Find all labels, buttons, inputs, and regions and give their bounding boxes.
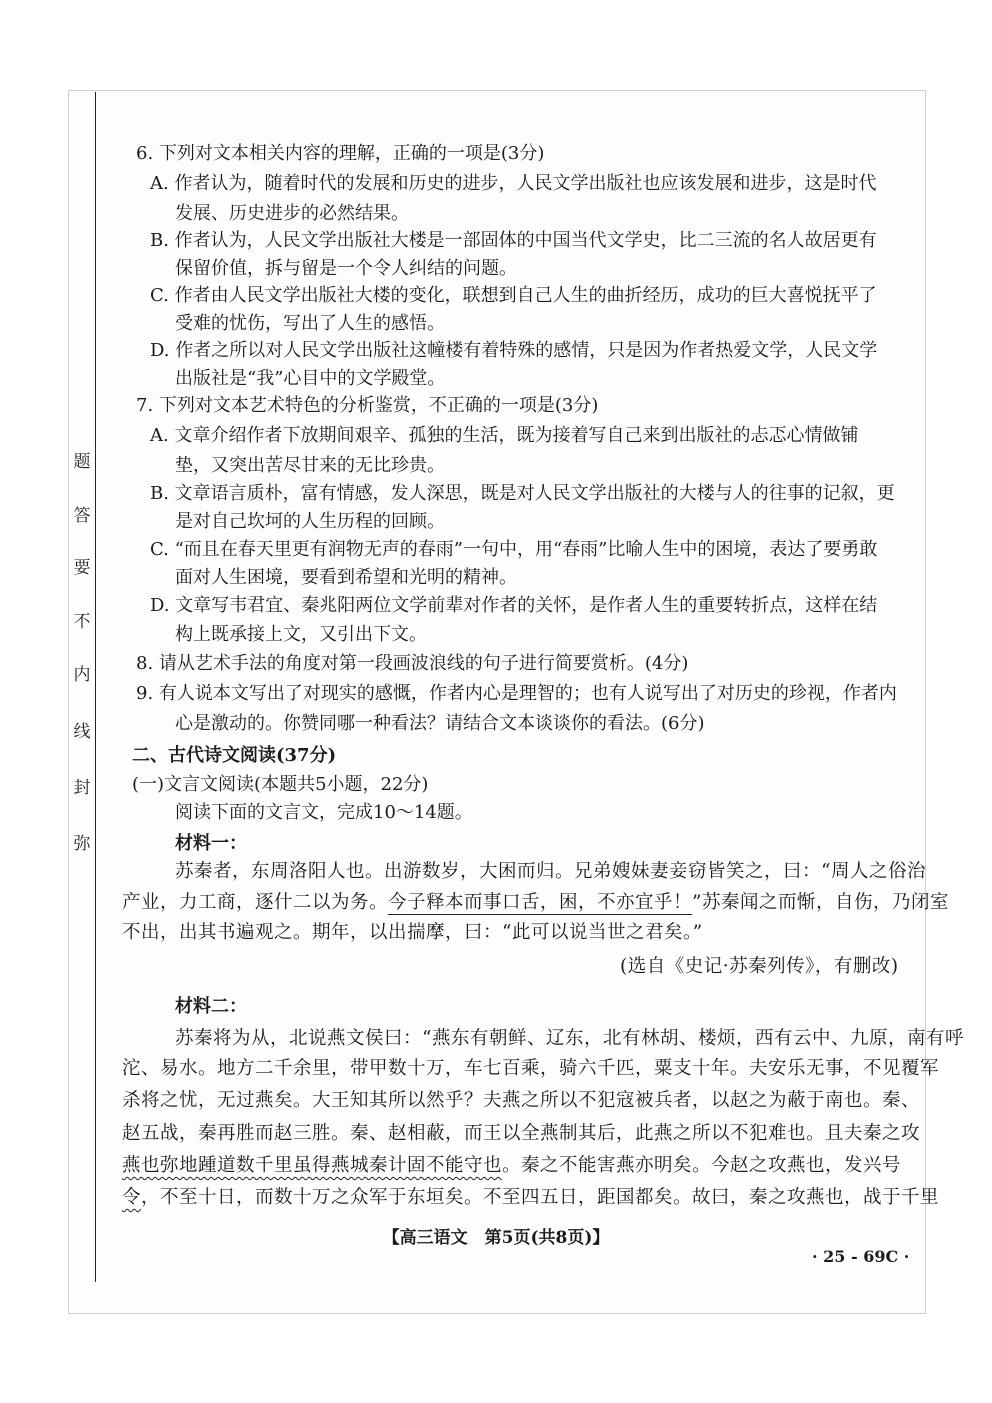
q7-option-d-cont: 构上既承接上文，又引出下文。: [175, 624, 427, 645]
q6-stem: 6. 下列对文本相关内容的理解，正确的一项是(3分): [136, 143, 545, 164]
q6-option-b: B. 作者认为，人民文学出版社大楼是一部固体的中国当代文学史，比二三流的名人故居更有: [150, 230, 877, 251]
q7-option-c: C. “而且在春天里更有润物无声的春雨”一句中，用“春雨”比喻人生中的困境，表达了要勇敢: [150, 539, 878, 560]
material-1-line: 不出，出其书遍观之。期年，以出揣摩，曰：“此可以说当世之君矣。”: [122, 922, 703, 943]
material-2-line: 苏秦将为从，北说燕文侯曰：“燕东有朝鲜、辽东，北有林胡、楼烦，西有云中、九原，南有呼: [175, 1028, 964, 1049]
material-2-line: 赵五战，秦再胜而赵三胜。秦、赵相蔽，而王以全燕制其后，此燕之所以不犯难也。且夫秦之攻: [122, 1123, 921, 1144]
binding-line: [95, 92, 96, 1282]
q9-stem-cont: 心是激动的。你赞同哪一种看法？请结合文本谈谈你的看法。(6分): [175, 713, 705, 734]
side-margin-char: 题: [73, 452, 91, 472]
side-margin-char: 内: [73, 665, 91, 685]
side-margin-char: 线: [73, 722, 91, 742]
exam-code: · 25 - 69C ·: [812, 1247, 910, 1266]
q6-option-b-cont: 保留价值，拆与留是一个令人纠结的问题。: [175, 258, 517, 279]
material-1-title: 材料一：: [175, 833, 247, 854]
material-1-line: 苏秦者，东周洛阳人也。出游数岁，大困而归。兄弟嫂妹妻妾窃皆笑之，曰：“周人之俗治: [175, 861, 926, 882]
side-margin-char: 弥: [73, 834, 91, 854]
page-footer: 【高三语文 第5页(共8页)】: [382, 1228, 610, 1248]
q7-option-b: B. 文章语言质朴，富有情感，发人深思，既是对人民文学出版社的大楼与人的往事的记叙，更: [150, 483, 895, 504]
q7-option-c-cont: 面对人生困境，要看到希望和光明的精神。: [175, 567, 517, 588]
q8-stem: 8. 请从艺术手法的角度对第一段画波浪线的句子进行简要赏析。(4分): [136, 653, 689, 674]
material-1-source: (选自《史记·苏秦列传》，有删改): [620, 956, 899, 977]
q7-option-d: D. 文章写韦君宜、秦兆阳两位文学前辈对作者的关怀，是作者人生的重要转折点，这样在结: [150, 595, 878, 616]
material-2-line: 杀将之忧，无过燕矣。大王知其所以然乎？夫燕之所以不犯寇被兵者，以赵之为蔽于南也。秦、: [122, 1090, 921, 1111]
q6-option-a: A. 作者认为，随着时代的发展和历史的进步，人民文学出版社也应该发展和进步，这是时代: [150, 173, 877, 194]
section-heading: 二、古代诗文阅读(37分): [132, 745, 337, 766]
q6-option-c-cont: 受难的忧伤，写出了人生的感悟。: [175, 313, 445, 334]
material-2-text: 。秦之不能害燕亦明矣。今赵之攻燕也，发兴号: [502, 1155, 902, 1176]
material-1-line: [122, 891, 949, 915]
q6-option-c: C. 作者由人民文学出版社大楼的变化，联想到自己人生的曲折经历，成功的巨大喜悦抚平了: [150, 285, 877, 306]
material-2-title: 材料二：: [175, 996, 247, 1017]
q6-option-a-cont: 发展、历史进步的必然结果。: [175, 203, 409, 224]
material-2-line: [122, 1154, 901, 1178]
q7-option-a-cont: 垫，又突出苦尽甘来的无比珍贵。: [175, 455, 445, 476]
material-2-line: [122, 1186, 939, 1210]
wavy-underlined-sentence: 令: [122, 1187, 142, 1208]
side-margin-char: 答: [73, 506, 91, 526]
wavy-underlined-sentence: 燕也弥地踵道数千里虽得燕城秦计固不能守也: [122, 1155, 503, 1176]
q7-option-a: A. 文章介绍作者下放期间艰辛、孤独的生活，既为接着写自己来到出版社的忐忑心情做铺: [150, 425, 859, 446]
reading-instruction: 阅读下面的文言文，完成10～14题。: [175, 802, 473, 823]
q6-option-d: D. 作者之所以对人民文学出版社这幢楼有着特殊的感情，只是因为作者热爱文学，人民文学: [150, 340, 878, 361]
side-margin-char: 要: [73, 558, 91, 578]
material-2-line: 沱、易水。地方二千余里，带甲数十万，车七百乘，骑六千匹，粟支十年。夫安乐无事，不见覆军: [122, 1058, 940, 1079]
q9-stem: 9. 有人说本文写出了对现实的感慨，作者内心是理智的；也有人说写出了对历史的珍视，作者内: [136, 683, 897, 704]
side-margin-char: 封: [73, 778, 91, 798]
side-margin-char: 不: [73, 612, 91, 632]
underlined-sentence: 今子释本而事口舌，困，不亦宜乎！: [388, 892, 693, 913]
q7-stem: 7. 下列对文本艺术特色的分析鉴赏，不正确的一项是(3分): [136, 395, 599, 416]
material-1-text: ”苏秦闻之而惭，自伤，乃闭室: [692, 892, 949, 913]
material-1-text: 产业，力工商，逐什二以为务。: [122, 892, 389, 913]
q7-option-b-cont: 是对自己坎坷的人生历程的回顾。: [175, 511, 445, 532]
q6-option-d-cont: 出版社是“我”心目中的文学殿堂。: [175, 368, 446, 389]
subsection-heading: (一)文言文阅读(本题共5小题，22分): [132, 774, 429, 795]
material-2-text: ，不至十日，而数十万之众军于东垣矣。不至四五日，距国都矣。故曰，秦之攻燕也，战于千里: [141, 1187, 940, 1208]
